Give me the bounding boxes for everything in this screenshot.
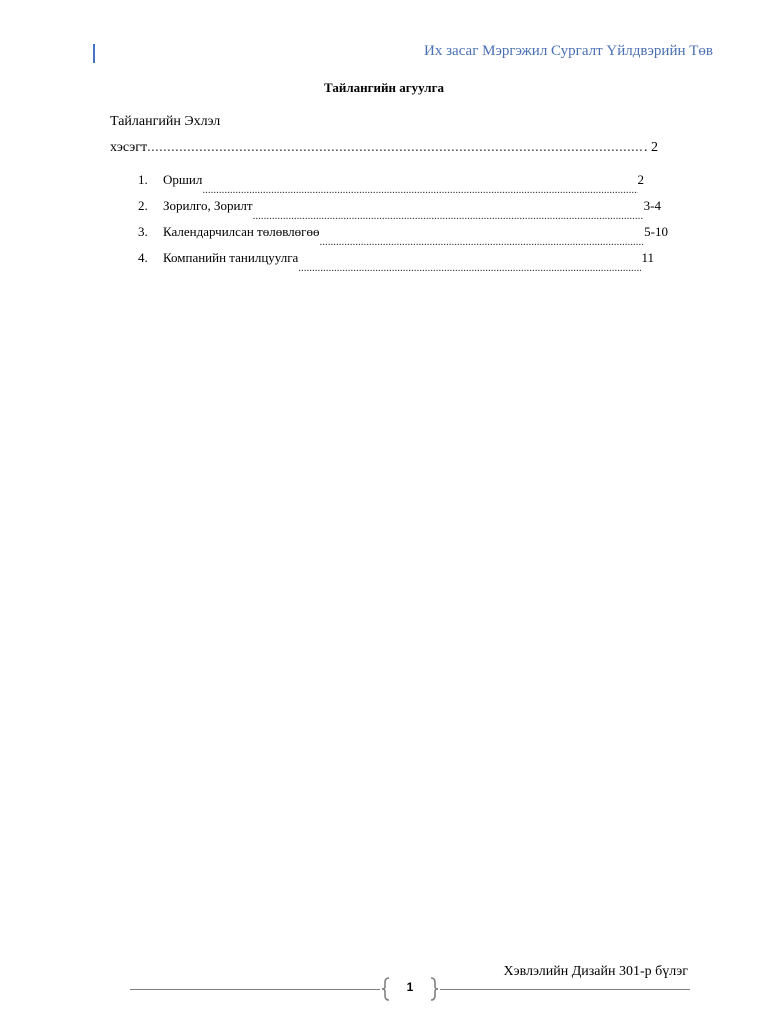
toc-entry-page: 3-4	[643, 198, 661, 213]
toc-leader-dots	[147, 140, 644, 156]
toc-entry-number: 2.	[138, 198, 148, 213]
toc-entry	[138, 172, 644, 198]
toc-entry-page: 11	[641, 250, 654, 265]
toc-leader-dots	[320, 236, 645, 250]
toc-intro-line1: Тайлангийн Эхлэл	[110, 114, 221, 129]
toc-list	[138, 172, 678, 276]
toc-entry-label: Зорилго, Зорилт	[163, 198, 253, 213]
toc-entry	[138, 224, 668, 250]
footer-rule-right	[440, 989, 690, 990]
header-institution: Их засаг Мэргэжил Сургалт Үйлдвэрийн Төв	[424, 43, 713, 59]
toc-entry-page: 2	[637, 172, 644, 187]
toc-entry	[138, 250, 654, 276]
footer-rule-left	[130, 989, 380, 990]
toc-entry-page: 5-10	[644, 224, 668, 239]
toc-entry-label: Календарчилсан төлөвлөгөө	[163, 224, 320, 239]
toc-title: Тайлангийн агуулга	[323, 80, 445, 95]
header-accent-bar	[93, 44, 95, 63]
toc-intro-page: . 2	[644, 140, 658, 155]
toc-entry-number: 4.	[138, 250, 148, 265]
page-number: 1	[406, 980, 414, 994]
toc-entry-label: Оршил	[163, 172, 203, 187]
toc-leader-dots	[202, 184, 637, 198]
toc-entry-label: Компанийн танилцуулга	[163, 250, 299, 265]
footer-text: Хэвлэлийн Дизайн 301-р бүлэг	[503, 964, 688, 979]
toc-entry-number: 1.	[138, 172, 148, 187]
page-number-bracket	[381, 977, 439, 1001]
toc-entry-number: 3.	[138, 224, 148, 239]
toc-leader-dots	[253, 210, 644, 224]
toc-intro-line2	[110, 140, 658, 156]
toc-leader-dots	[298, 262, 641, 276]
toc-entry	[138, 198, 661, 224]
toc-intro-label: хэсэгт	[110, 140, 148, 155]
